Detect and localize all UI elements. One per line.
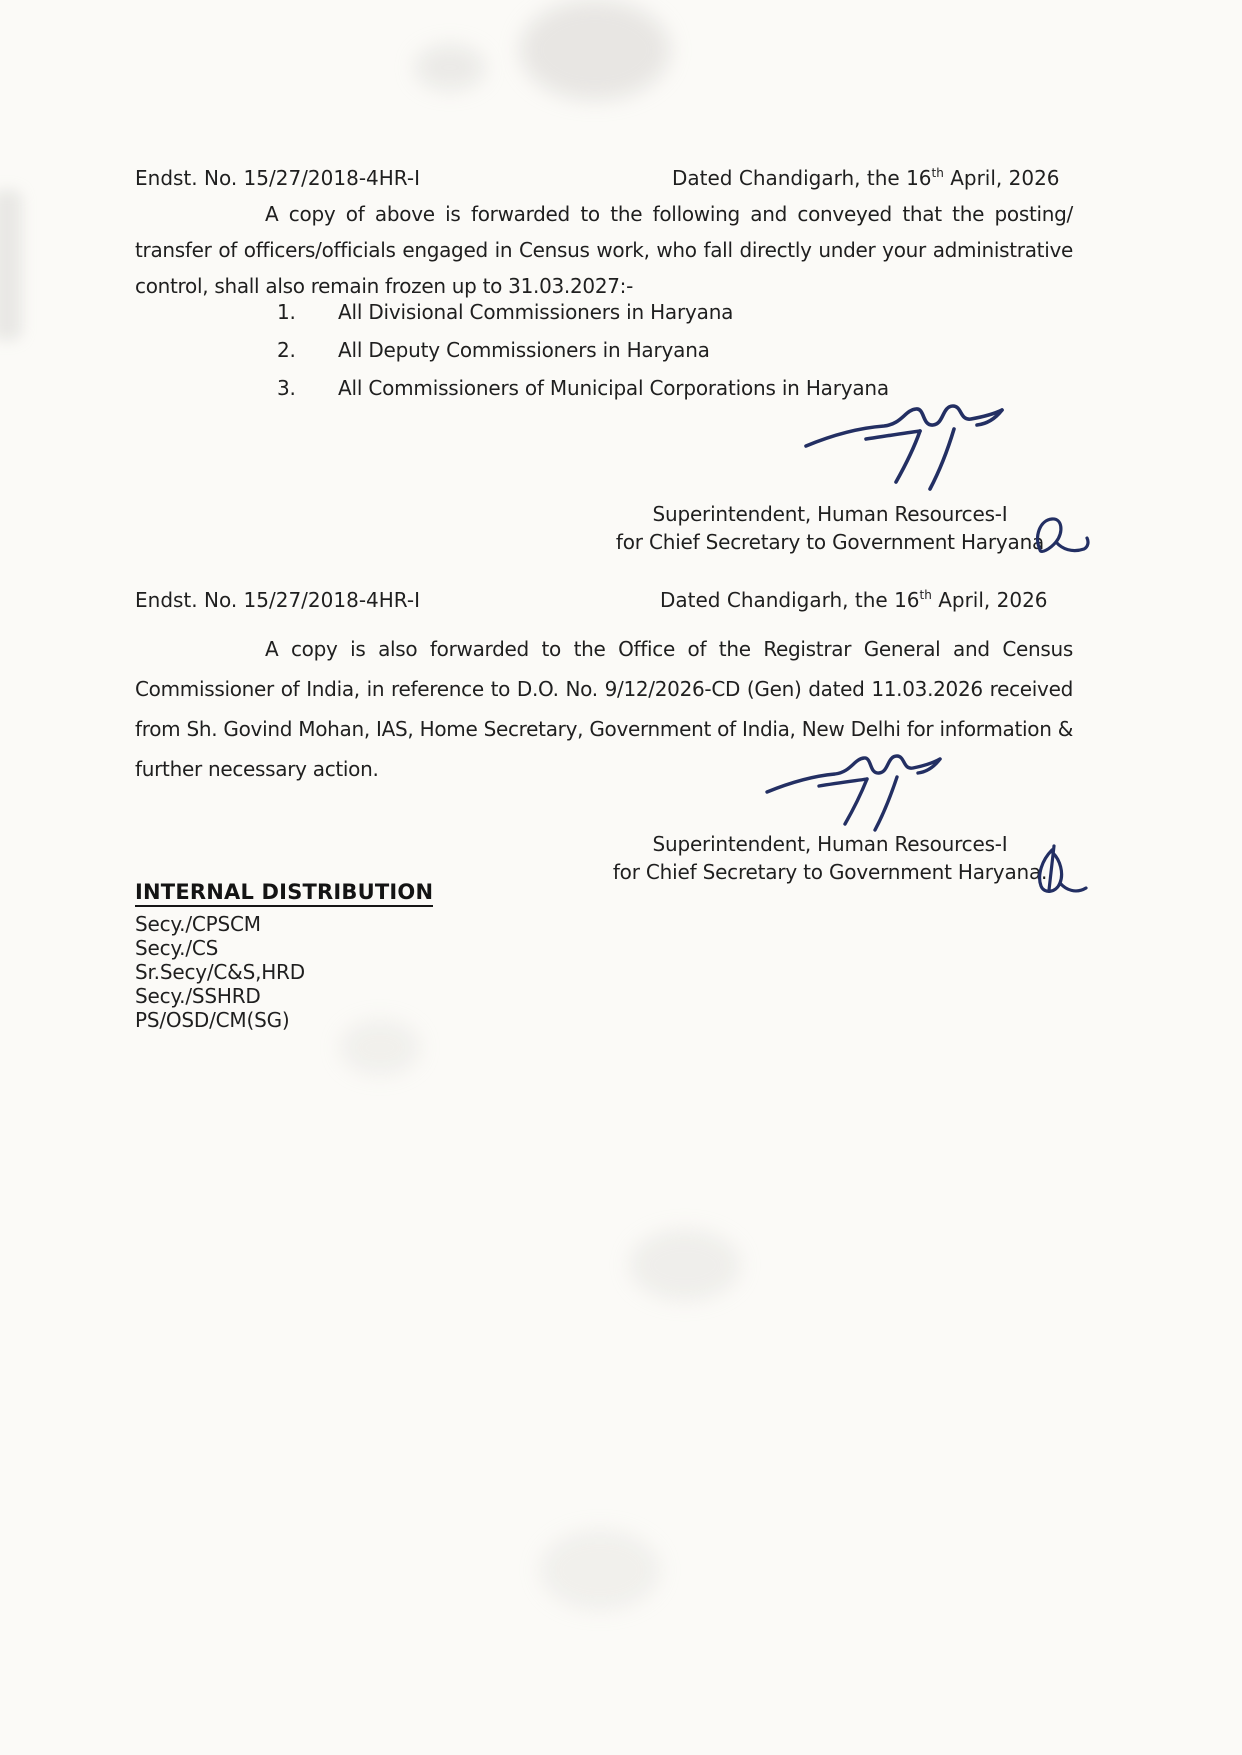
distribution-item: Secy./CS	[135, 936, 219, 960]
signatory-block-1	[598, 500, 1062, 556]
scan-smudge	[630, 1230, 740, 1300]
distribution-item: Secy./CPSCM	[135, 912, 261, 936]
endst-number-2: Endst. No. 15/27/2018-4HR-I	[135, 588, 420, 612]
distribution-item: Secy./SSHRD	[135, 984, 261, 1008]
list-item-text: All Divisional Commissioners in Haryana	[338, 300, 734, 324]
list-item-number: 2.	[277, 338, 296, 362]
signatory-title: Superintendent, Human Resources-I	[652, 832, 1008, 856]
date-text: Dated Chandigarh, the 16	[672, 166, 932, 190]
internal-distribution	[135, 880, 433, 1032]
distribution-item: PS/OSD/CM(SG)	[135, 1008, 290, 1032]
signatory-for: for Chief Secretary to Government Haryana.	[612, 860, 1048, 884]
signatory-block-2	[598, 830, 1062, 886]
date-ordinal: th	[919, 588, 932, 602]
date-text: Dated Chandigarh, the 16	[660, 588, 920, 612]
signatory-title: Superintendent, Human Resources-I	[652, 502, 1008, 526]
scan-smudge	[540, 1530, 660, 1610]
addressee-list	[277, 300, 889, 414]
list-item-number: 3.	[277, 376, 296, 400]
date-line-1	[672, 166, 1060, 190]
list-item-text: All Deputy Commissioners in Haryana	[338, 338, 710, 362]
forwarding-paragraph-2: A copy is also forwarded to the Office of the Registrar General and Census Commissioner of India, in reference to D.O. No. 9/12/2026-CD (Gen) dated 11.03.2026 received from Sh. Govind Mohan, IAS, Home Secretary, Government of India, New Delhi for information & further necessary action.	[135, 637, 1073, 781]
date-ordinal: th	[931, 166, 944, 180]
list-item	[277, 376, 889, 414]
scan-smudge	[415, 45, 485, 90]
list-item-number: 1.	[277, 300, 296, 324]
signatory-for: for Chief Secretary to Government Haryana	[615, 530, 1045, 554]
forwarding-paragraph-1: A copy of above is forwarded to the following and conveyed that the posting/ transfer of officers/officials engaged in Census work, who fall directly under your administrative control, shall also remain frozen up to 31.03.2027:-	[135, 202, 1073, 298]
list-item	[277, 300, 889, 338]
date-text: April, 2026	[931, 588, 1048, 612]
date-line-2	[660, 588, 1048, 612]
date-text: April, 2026	[943, 166, 1060, 190]
distribution-item: Sr.Secy/C&S,HRD	[135, 960, 305, 984]
endst-number-1: Endst. No. 15/27/2018-4HR-I	[135, 166, 420, 190]
scan-edge-streak	[0, 190, 22, 340]
scan-smudge	[520, 0, 670, 100]
list-item-text: All Commissioners of Municipal Corporations in Haryana	[338, 376, 889, 400]
list-item	[277, 338, 889, 376]
internal-distribution-heading: INTERNAL DISTRIBUTION	[135, 880, 433, 907]
